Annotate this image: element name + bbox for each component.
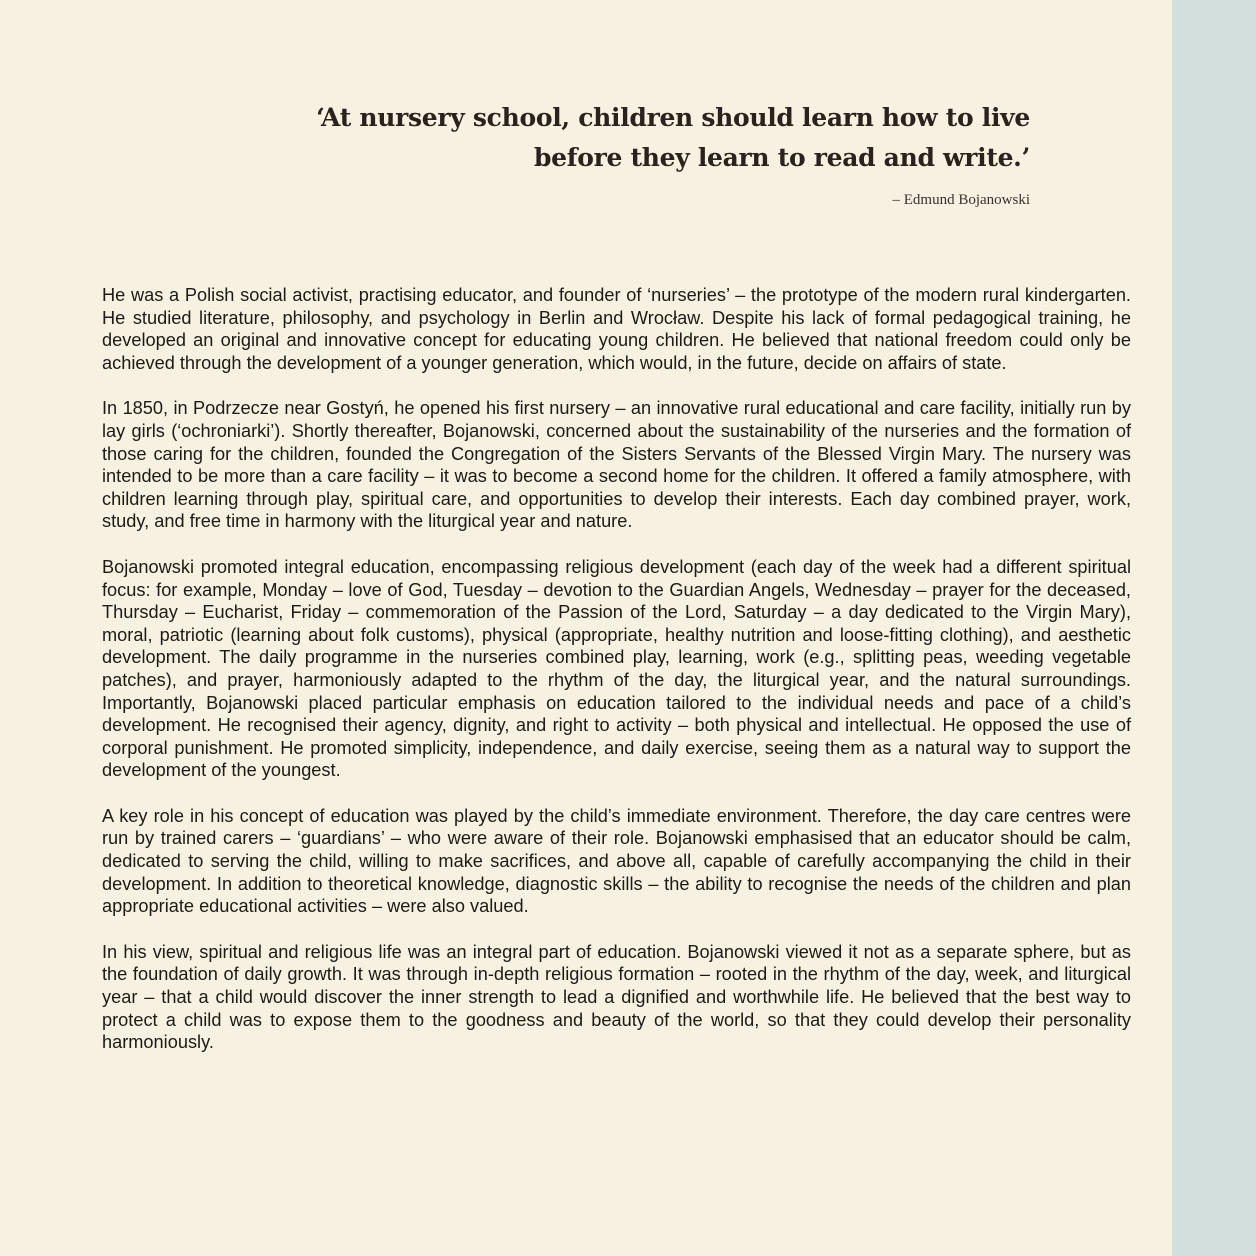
quote-line-1: ‘At nursery school, children should learn how to live: [316, 103, 1030, 132]
paragraph-4: A key role in his concept of education was played by the child’s immediate environment. Therefore, the day care centres were run by trained carers – ‘guardians’ – who were aware of their role. Bojanowski emphasised that an educator should be calm, dedicated to serving the child, willing to make sacrifices, and above all, capable of carefully accompanying the child in their development. In addition to theoretical knowledge, diagnostic skills – the ability to recognise the needs of the children and plan appropriate educational activities – were also valued.: [102, 805, 1131, 917]
paragraph-1: He was a Polish social activist, practising educator, and founder of ‘nurseries’ – the prototype of the modern rural kindergarten. He studied literature, philosophy, and psychology in Berlin and Wrocław. Despite his lack of formal pedagogical training, he developed an original and innovative concept for educating young children. He believed that national freedom could only be achieved through the development of a younger generation, which would, in the future, decide on affairs of state.: [102, 285, 1131, 373]
paragraph-5: In his view, spiritual and religious life was an integral part of education. Bojanowski viewed it not as a separate sphere, but as the foundation of daily growth. It was through in-depth religious formation – rooted in the rhythm of the day, week, and liturgical year – that a child would discover the inner strength to lead a dignified and worthwhile life. He believed that the best way to protect a child was to expose them to the goodness and beauty of the world, so that they could develop their personality harmoniously.: [102, 941, 1131, 1053]
body-text: [102, 284, 1131, 1077]
paragraph-3: Bojanowski promoted integral education, encompassing religious development (each day of the week had a different spiritual focus: for example, Monday – love of God, Tuesday – devotion to the Guardian Angels, Wednesday – prayer for the deceased, Thursday – Eucharist, Friday – commemoration of the Passion of the Lord, Saturday – a day dedicated to the Virgin Mary), moral, patriotic (learning about folk customs), physical (appropriate, healthy nutrition and loose-fitting clothing), and aesthetic development. The daily programme in the nurseries combined play, learning, work (e.g., splitting peas, weeding vegetable patches), and prayer, harmoniously adapted to the rhythm of the day, the liturgical year, and the natural surroundings. Importantly, Bojanowski placed particular emphasis on education tailored to the individual needs and pace of a child’s development. He recognised their agency, dignity, and right to activity – both physical and intellectual. He opposed the use of corporal punishment. He promoted simplicity, independence, and daily exercise, seeing them as a natural way to support the development of the youngest.: [102, 556, 1131, 781]
paragraph-2: In 1850, in Podrzecze near Gostyń, he opened his first nursery – an innovative rural educational and care facility, initially run by lay girls (‘ochroniarki’). Shortly thereafter, Bojanowski, concerned about the sustainability of the nurseries and the formation of those caring for the children, founded the Congregation of the Sisters Servants of the Blessed Virgin Mary. The nursery was intended to be more than a care facility – it was to become a second home for the children. It offered a family atmosphere, with children learning through play, spiritual care, and opportunities to develop their interests. Each day combined prayer, work, study, and free time in harmony with the liturgical year and nature.: [102, 398, 1131, 532]
quote-line-2: before they learn to read and write.’: [533, 143, 1030, 172]
side-color-strip: [1172, 0, 1256, 1256]
quote-attribution: – Edmund Bojanowski: [892, 192, 1030, 208]
epigraph-quote: [270, 98, 1030, 210]
